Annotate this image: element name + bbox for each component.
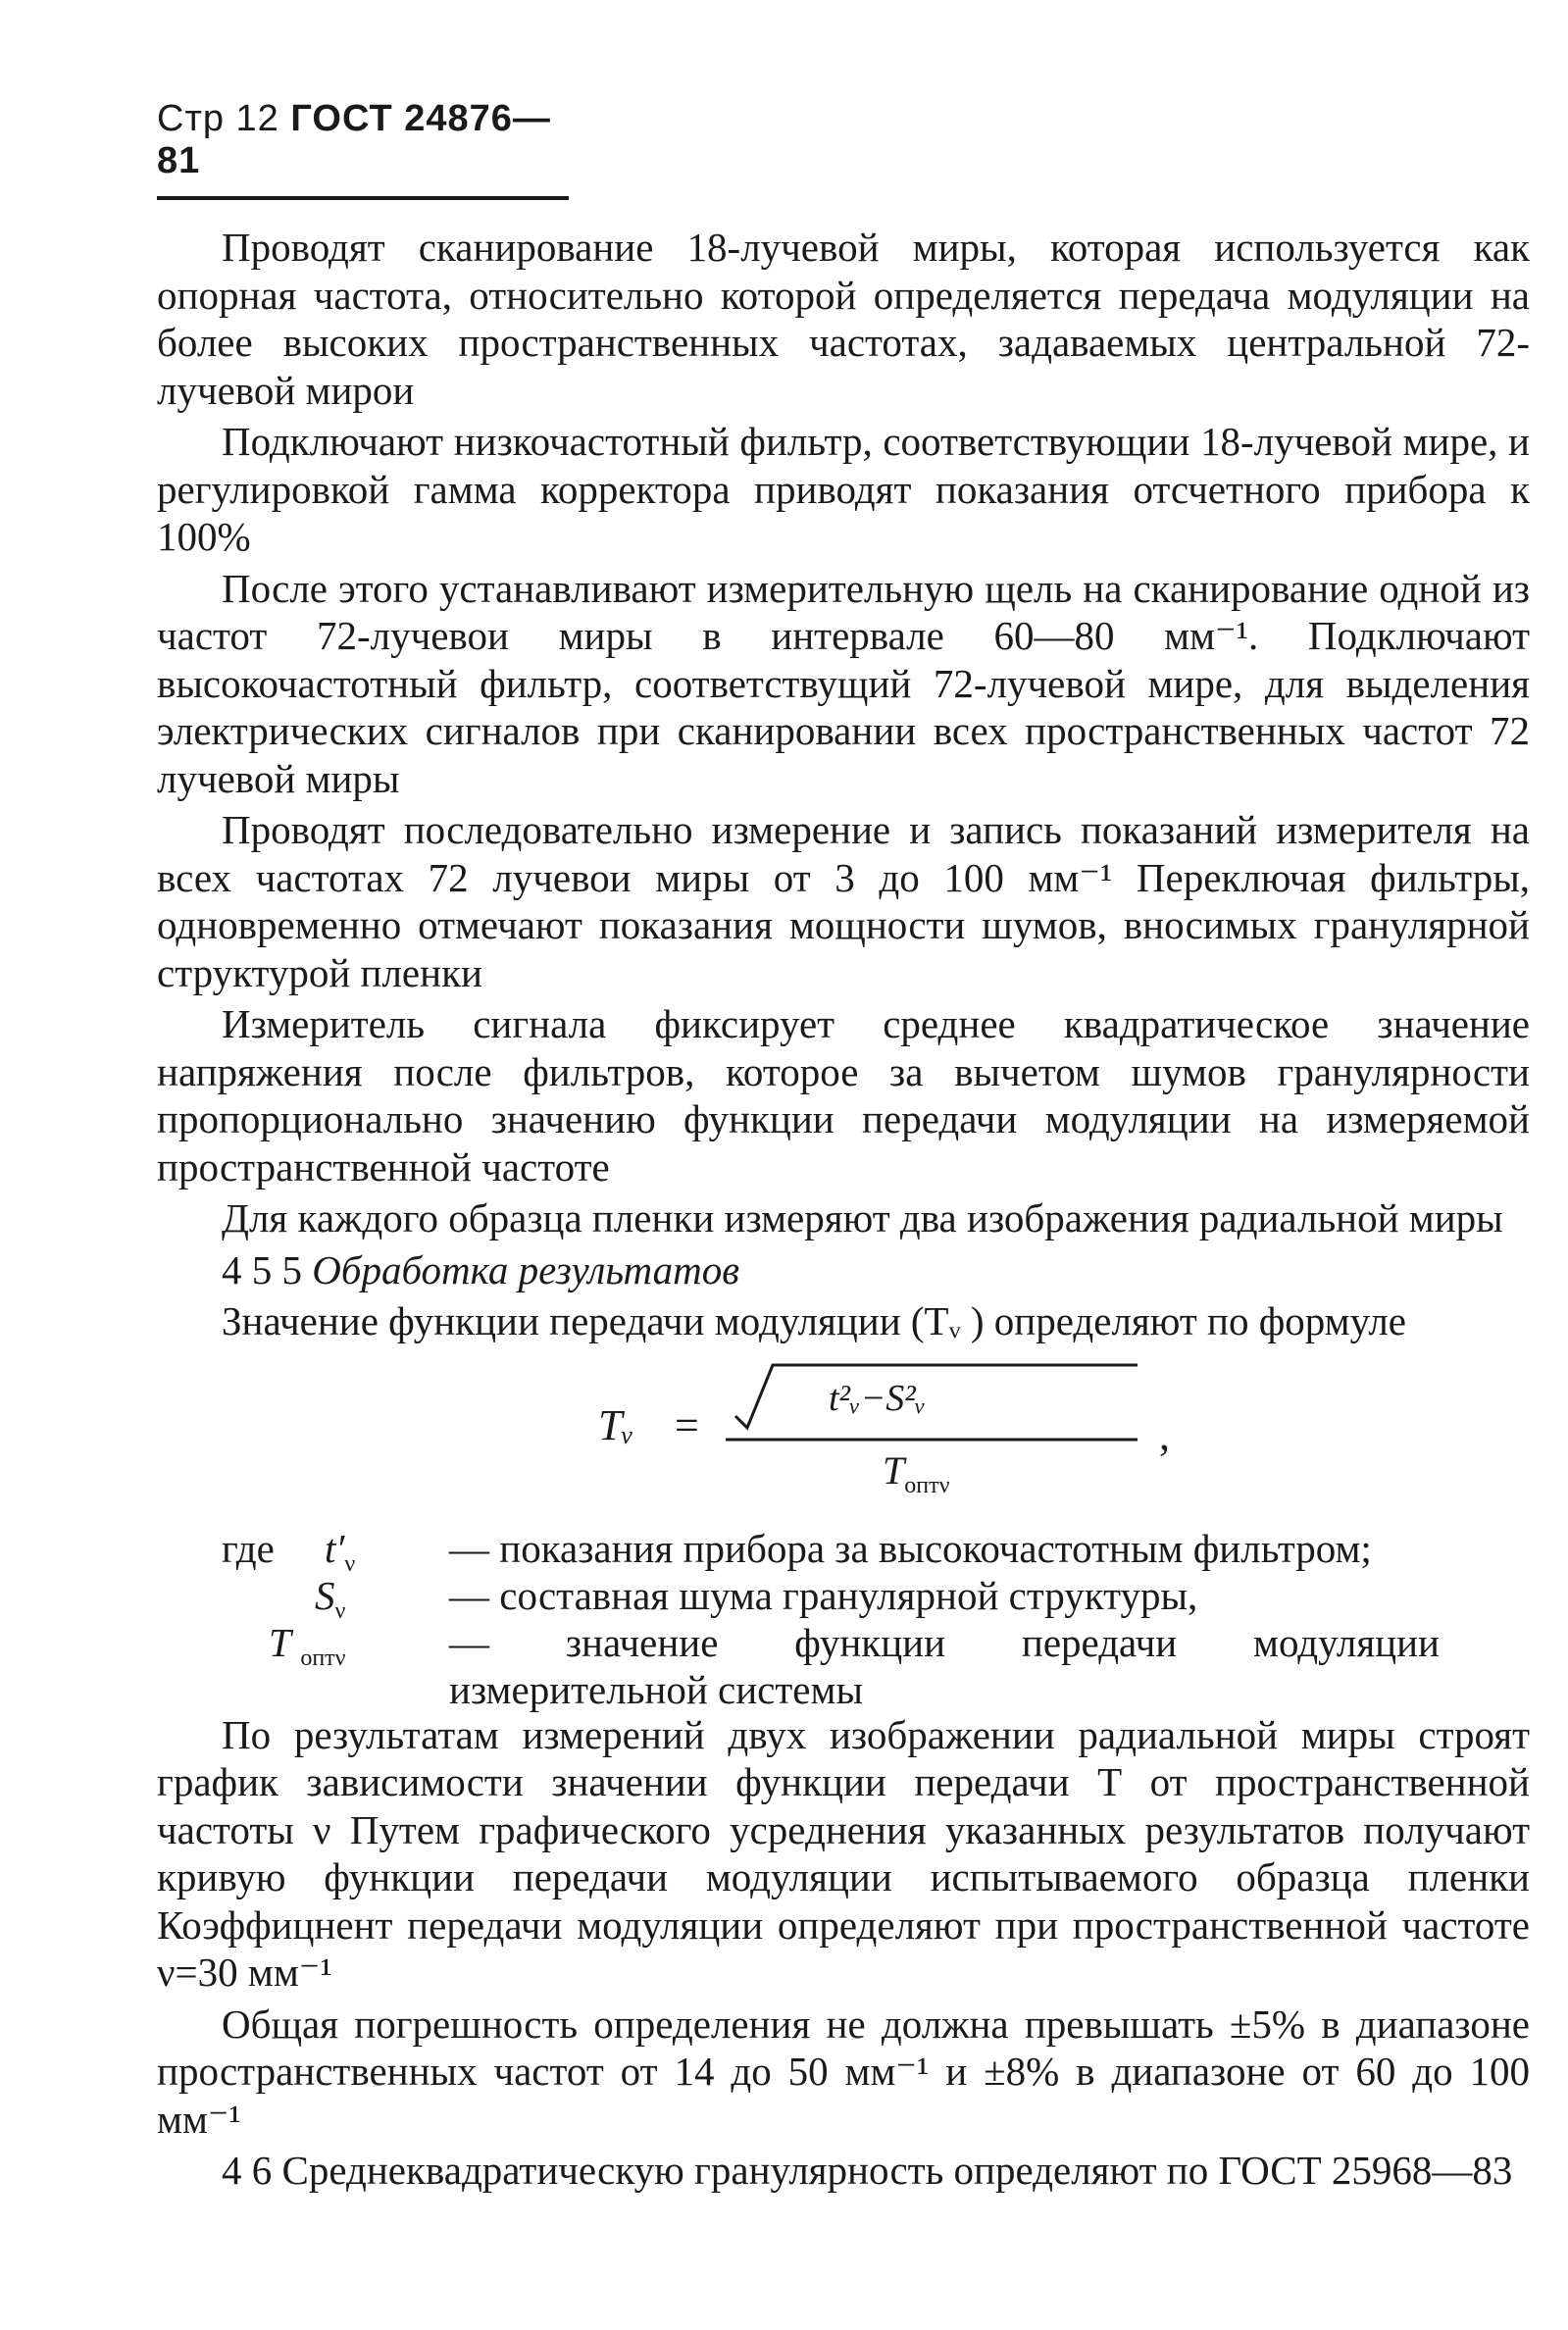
formula-comma: ,: [1159, 1410, 1170, 1459]
paragraph-1: Проводят сканирование 18-лучевой миры, которая используется как опорная частота, относительно которой определяется передача модуляции на более высоких пространственных частотах, задаваемых центральной 72-лучевой мирои: [157, 225, 1530, 413]
section-title: Обработка результатов: [312, 1246, 740, 1292]
formula-fraction: [726, 1357, 1147, 1504]
paragraph-10: 4 6 Среднеквадратическую гранулярность определяют по ГОСТ 25968—83: [222, 2148, 1513, 2193]
paragraph-9: Общая погрешность определения не должна превышать ±5% в диапазоне пространственных частот от 14 до 50 мм⁻¹ и ±8% в диапазоне от 60 до 100 мм⁻¹: [157, 2001, 1530, 2142]
paragraph-5: Измеритель сигнала фиксирует среднее квадратическое значение напряжения после фильтров, которое за вычетом шумов гранулярности пропорционально значению функции передачи модуляции на измеряемой пространственной частоте: [157, 1001, 1530, 1190]
page-header: [157, 98, 569, 200]
formula-denominator: $T_{опт\nu}$: [883, 1447, 950, 1498]
paragraph-7: Значение функции передачи модуляции (Тᵥ ) определяют по формуле: [222, 1298, 1406, 1343]
paragraph-8: По результатам измерений двух изображении радиальной миры строят график зависимости значении функции передачи Т от пространственной частоты ν Путем графического усреднения указанных результатов получают кривую функции передачи модуляции испытываемого образца пленки Коэффицнент передачи модуляции определяют при пространственной частоте ν=30 мм⁻¹: [157, 1711, 1530, 1995]
paragraph-2: Подключают низкочастотный фильтр, соответствующии 18-лучевой мире, и регулировкой гамма корректора приводят показания отсчетного прибора к 100%: [157, 419, 1530, 559]
document-page: [157, 98, 1530, 2195]
legend-text: — показания прибора за высокочастотным фильтром;: [449, 1525, 1372, 1571]
formula-equals: =: [675, 1400, 699, 1449]
paragraph-4: Проводят последовательно измерение и запись показаний измерителя на всех частотах 72 лучевои миры от 3 до 100 мм⁻¹ Переключая фильтры, одновременно отмечают показания мощности шумов, вносимых гранулярной структурой пленки: [157, 807, 1530, 995]
body-text: [157, 224, 1530, 2195]
formula-legend: [157, 1525, 1530, 1711]
where-word: где: [222, 1525, 275, 1571]
paragraph-3: После этого устанавливают измерительную щель на сканирование одной из частот 72-лучевои миры в интервале 60—80 мм⁻¹. Подключают высокочастотный фильтр, соответствущий 72-лучевой мире, для выделения электрических сигналов при сканировании всех пространственных частот 72 лучевой миры: [157, 565, 1530, 801]
legend-symbol: $S_\nu$: [315, 1572, 346, 1624]
section-heading: [157, 1246, 1530, 1294]
section-number: 4 5 5: [222, 1246, 302, 1292]
formula: [157, 1357, 1530, 1509]
legend-item: [222, 1525, 1496, 1577]
formula-lhs: Tᵥ: [598, 1400, 634, 1449]
legend-symbol: $t'_\nu$: [325, 1525, 356, 1577]
paragraph-6: Для каждого образца пленки измеряют два изображения радиальной миры: [222, 1195, 1503, 1241]
formula-numerator: t²ᵥ−S²ᵥ: [829, 1377, 927, 1419]
legend-text: — значение функции передачи модуляции измерительной системы: [449, 1619, 1440, 1712]
page-number: Стр 12: [157, 98, 279, 139]
legend-symbol: T $_{опт\nu}$: [269, 1619, 346, 1671]
legend-text: — составная шума гранулярной структуры,: [449, 1572, 1198, 1618]
standard-number: ГОСТ 24876—81: [157, 98, 551, 181]
